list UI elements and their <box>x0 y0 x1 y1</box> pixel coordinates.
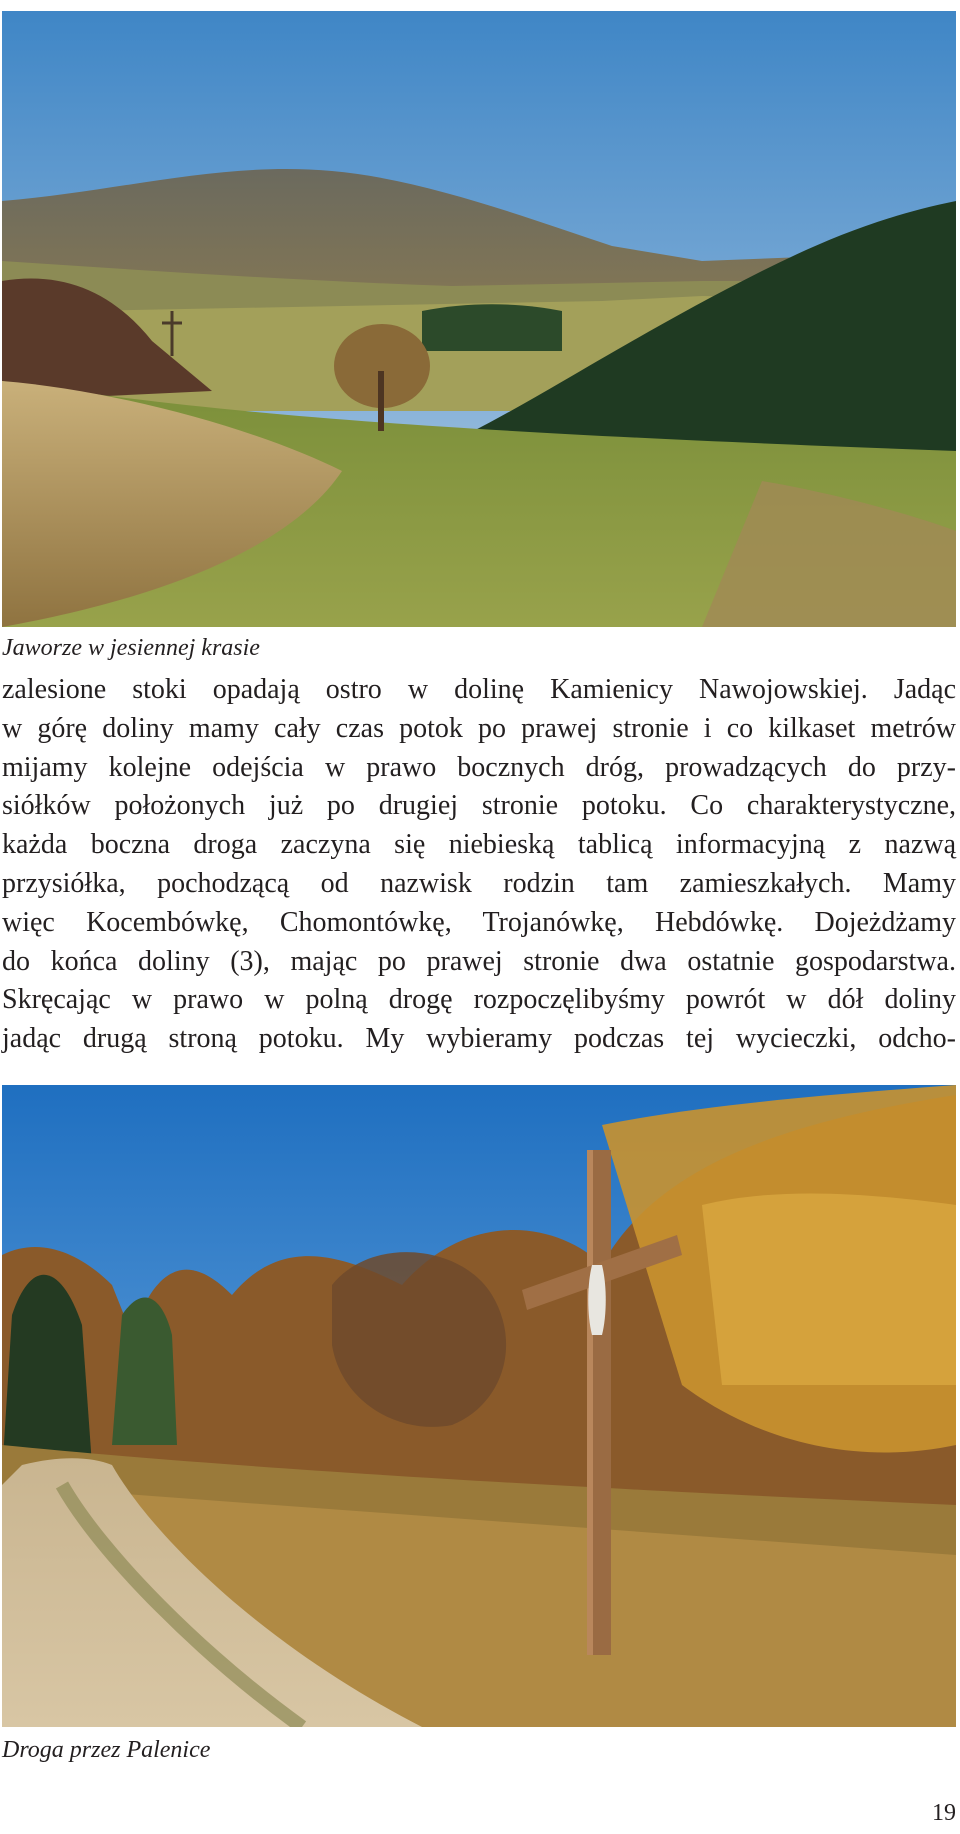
body-text-line: jadąc drugą stroną potoku. My wybieramy podczas tej wycieczki, odcho- <box>2 1023 956 1055</box>
top-photo-caption: Jaworze w jesiennej krasie <box>2 635 260 661</box>
body-text-line: więc Kocembówkę, Chomontówkę, Trojanówkę, Hebdówkę. Dojeżdżamy <box>2 906 956 938</box>
body-text-line: każda boczna droga zaczyna się niebieską tablicą informacyjną z nazwą <box>2 829 956 861</box>
body-text-line: przysiółka, pochodzącą od nazwisk rodzin tam zamieszkałych. Mamy <box>2 867 956 899</box>
body-text-line: mijamy kolejne odejścia w prawo bocznych dróg, prowadzących do przy- <box>2 751 956 783</box>
body-text-line: w górę doliny mamy cały czas potok po prawej stronie i co kilkaset metrów <box>2 712 956 744</box>
body-text-line: zalesione stoki opadają ostro w dolinę Kamienicy Nawojowskiej. Jadąc <box>2 674 956 705</box>
body-text-line: do końca doliny (3), mając po prawej stronie dwa ostatnie gospodarstwa. <box>2 945 956 977</box>
landscape-illustration <box>2 11 956 627</box>
body-paragraph <box>2 671 956 1059</box>
autumn-mountain-landscape-photo <box>2 11 956 627</box>
dirt-road-with-wooden-cross-photo <box>2 1085 956 1727</box>
body-text-line: Skręcając w prawo w polną drogę rozpoczęlibyśmy powrót w dół doliny <box>2 984 956 1016</box>
body-text-line: siółków położonych już po drugiej stronie potoku. Co charakterystyczne, <box>2 790 956 822</box>
page-number: 19 <box>932 1800 956 1826</box>
bottom-photo-caption: Droga przez Palenice <box>2 1737 211 1763</box>
road-cross-illustration <box>2 1085 956 1727</box>
